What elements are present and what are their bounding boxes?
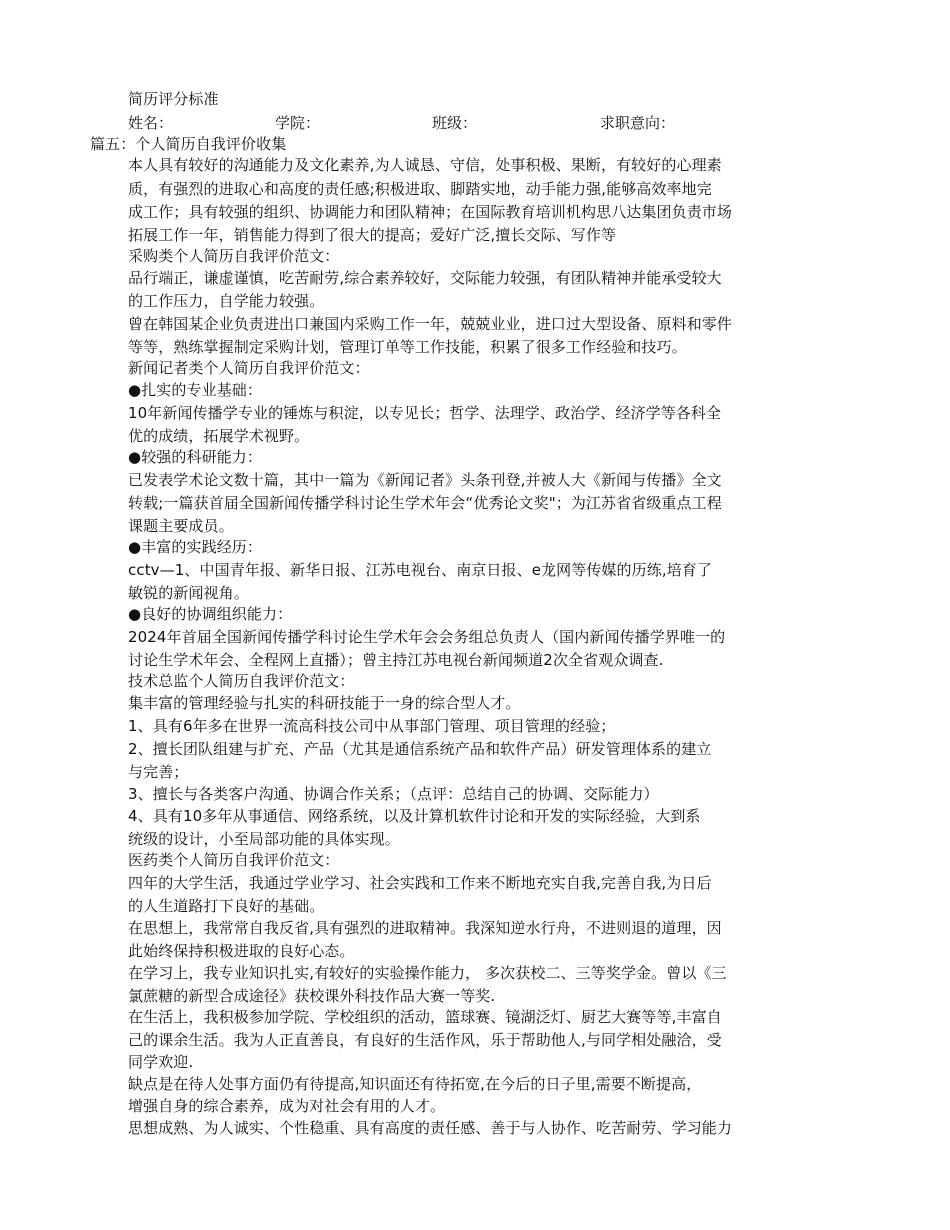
text-line: 3、擅长与各类客户沟通、协调合作关系；（点评：总结自己的协调、交际能力）	[128, 785, 659, 803]
text-line: 集丰富的管理经验与扎实的科研技能于一身的综合型人才。	[128, 694, 521, 712]
text-line: 优的成绩，拓展学术视野。	[128, 427, 310, 445]
text-line: 1、具有6年多在世界一流高科技公司中从事部门管理、项目管理的经验；	[128, 717, 616, 735]
text-line: 品行端正，谦虚谨慎，吃苦耐劳,综合素养较好，交际能力较强，有团队精神并能承受较大	[128, 269, 722, 287]
text-line: 10年新闻传播学专业的锤炼与积淀，以专见长；哲学、法理学、政治学、经济学等各科全	[128, 404, 722, 422]
text-line: 本人具有较好的沟通能力及文化素养,为人诚恳、守信，处事积极、果断，有较好的心理素	[128, 156, 722, 174]
text-line: 统级的设计，小至局部功能的具体实现。	[128, 830, 400, 848]
text-line: 与完善；	[128, 763, 189, 781]
text-line: 医药类个人简历自我评价范文：	[128, 851, 340, 869]
document-title: 简历评分标准	[128, 90, 219, 108]
text-line: 曾在韩国某企业负责进出口兼国内采购工作一年，兢兢业业，进口过大型设备、原料和零件	[128, 315, 733, 333]
text-line: 成工作；具有较强的组织、协调能力和团队精神；在国际教育培训机构思八达集团负责市场	[128, 203, 733, 221]
job-intent-field-label: 求职意向：	[600, 114, 676, 132]
text-line: cctv—1、中国青年报、新华日报、江苏电视台、南京日报、e龙网等传媒的历练,培育了	[128, 561, 712, 579]
text-line: 2024年首届全国新闻传播学科讨论生学术年会会务组总负责人（国内新闻传播学界唯一的	[128, 628, 726, 646]
text-line: 四年的大学生活，我通过学业学习、社会实践和工作来不断地充实自我,完善自我,为日后	[128, 874, 712, 892]
text-line: 在学习上，我专业知识扎实,有较好的实验操作能力， 多次获校二、三等奖学金。曾以《三	[128, 964, 727, 982]
text-line: 2、擅长团队组建与扩充、产品（尤其是通信系统产品和软件产品）研发管理体系的建立	[128, 740, 712, 758]
text-line: ●较强的科研能力：	[128, 448, 262, 466]
text-line: 采购类个人简历自我评价范文：	[128, 247, 340, 265]
text-line: 在生活上，我积极参加学院、学校组织的活动，篮球赛、镜湖泛灯、厨艺大赛等等,丰富自	[128, 1008, 722, 1026]
text-line: ●丰富的实践经历：	[128, 538, 262, 556]
text-line: 拓展工作一年，销售能力得到了很大的提高；爱好广泛,擅长交际、写作等	[128, 226, 617, 244]
text-line: 质，有强烈的进取心和高度的责任感;积极进取、脚踏实地，动手能力强,能够高效率地完	[128, 180, 712, 198]
text-line: 等等，熟练掌握制定采购计划，管理订单等工作技能，积累了很多工作经验和技巧。	[128, 338, 687, 356]
text-line: 4、具有10多年从事通信、网络系统，以及计算机软件讨论和开发的实际经验，大到系	[128, 807, 701, 825]
text-line: 讨论生学术年会、全程网上直播）；曾主持江苏电视台新闻频道2次全省观众调查.	[128, 651, 664, 669]
text-line: 技术总监个人简历自我评价范文：	[128, 672, 355, 690]
text-line: ●良好的协调组织能力：	[128, 605, 293, 623]
text-line: 敏锐的新闻视角。	[128, 584, 249, 602]
name-field-label: 姓名：	[128, 114, 174, 132]
text-line: 增强自身的综合素养，成为对社会有用的人才。	[128, 1097, 446, 1115]
text-line: 在思想上，我常常自我反省,具有强烈的进取精神。我深知逆水行舟，不进则退的道理，因	[128, 919, 722, 937]
class-field-label: 班级：	[432, 114, 478, 132]
text-line: 此始终保持积极进取的良好心态。	[128, 942, 355, 960]
text-line: 氯蔗糖的新型合成途径》获校课外科技作品大赛一等奖.	[128, 987, 496, 1005]
text-line: 已发表学术论文数十篇，其中一篇为《新闻记者》头条刊登,并被人大《新闻与传播》全文	[128, 471, 722, 489]
text-line: 同学欢迎.	[128, 1053, 194, 1071]
text-line: 的工作压力，自学能力较强。	[128, 292, 325, 310]
text-line: 新闻记者类个人简历自我评价范文：	[128, 359, 370, 377]
text-line: 思想成熟、为人诚实、个性稳重、具有高度的责任感、善于与人协作、吃苦耐劳、学习能力	[128, 1119, 733, 1137]
text-line: 转载;一篇获首届全国新闻传播学科讨论生学术年会“优秀论文奖"；为江苏省省级重点工程	[128, 494, 722, 512]
text-line: 缺点是在待人处事方面仍有待提高,知识面还有待拓宽,在今后的日子里,需要不断提高，	[128, 1075, 702, 1093]
text-line: 课题主要成员。	[128, 517, 234, 535]
text-line: 己的课余生活。我为人正直善良，有良好的生活作风，乐于帮助他人,与同学相处融洽，受	[128, 1031, 722, 1049]
text-line: ●扎实的专业基础：	[128, 381, 262, 399]
text-line: 的人生道路打下良好的基础。	[128, 897, 325, 915]
college-field-label: 学院：	[275, 114, 321, 132]
section-heading: 篇五：个人简历自我评价收集	[90, 135, 287, 153]
